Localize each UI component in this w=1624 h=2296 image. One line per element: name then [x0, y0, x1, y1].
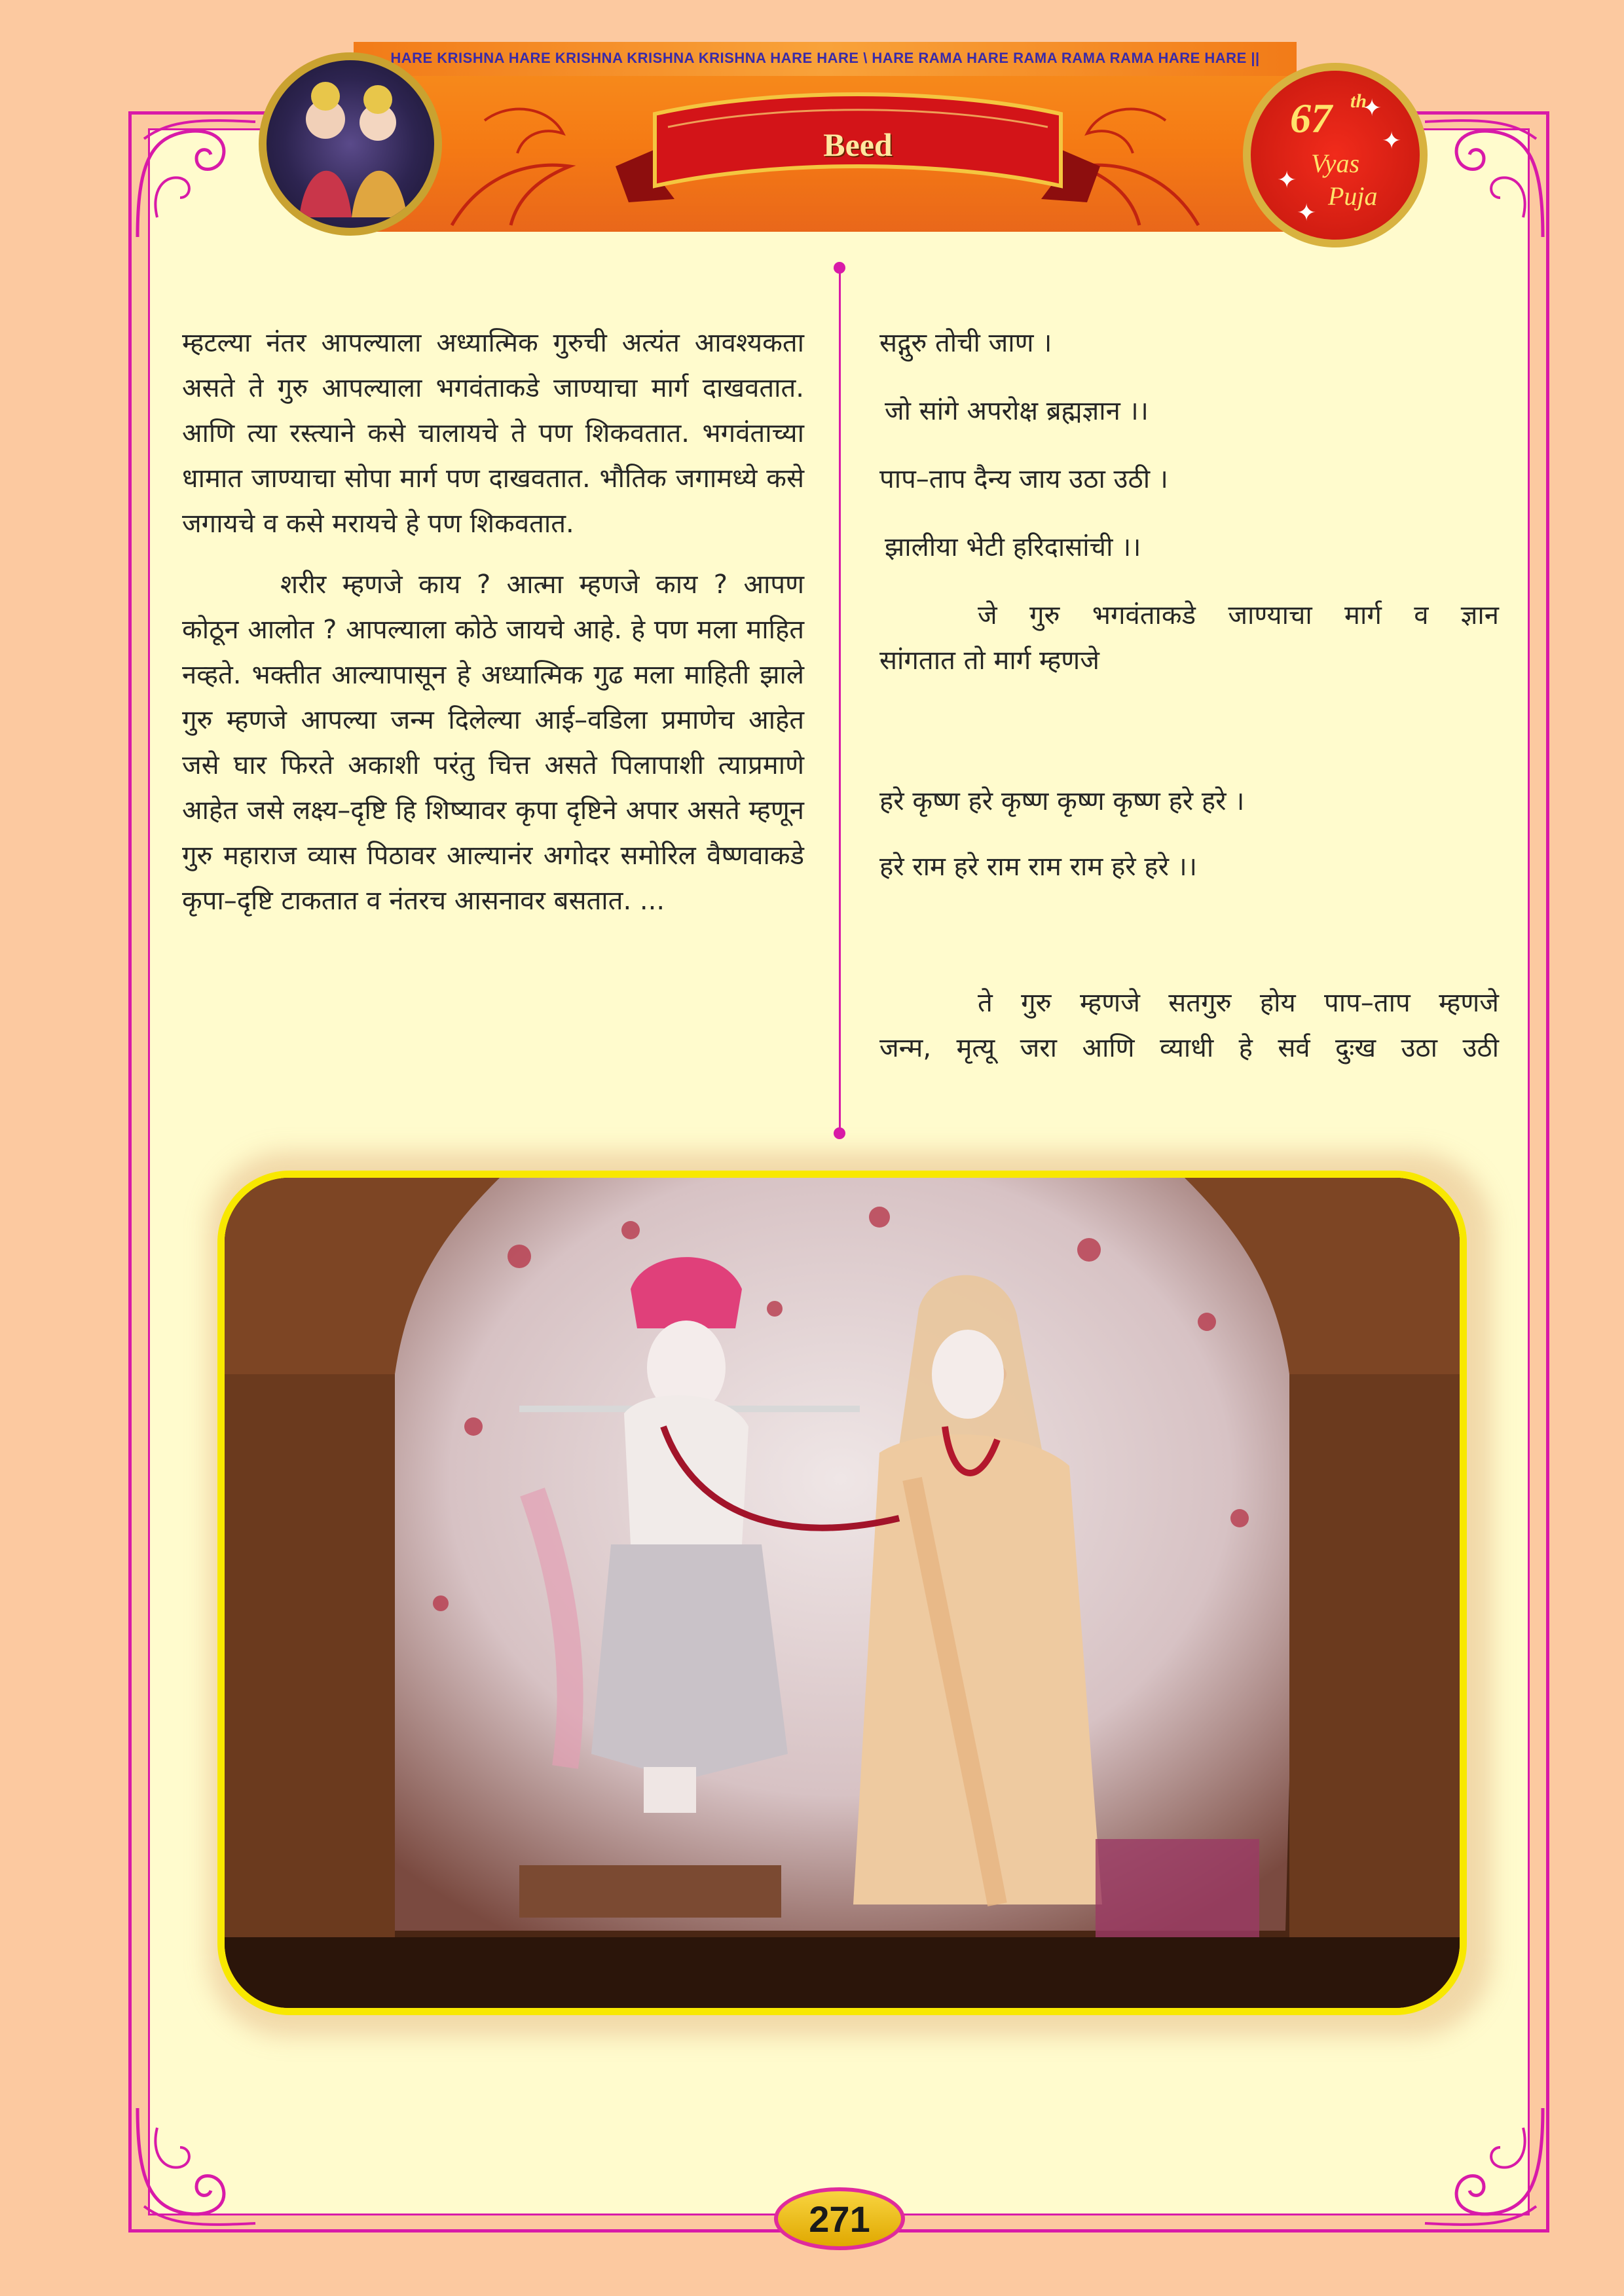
left-paragraph-2: शरीर म्हणजे काय ? आत्मा म्हणजे काय ? आपण कोठून आलोत ? आपल्याला कोठे जायचे आहे. हे पण मला माहित नव्हते. भक्तीत आल्यापासून हे अध्यात्मिक गुढ मला माहिती झाले गुरु म्हणजे आपल्या जन्म दिलेल्या आई–वडिला प्रमाणेच आहेत जसे घार फिरते अकाशी परंतु चित्त असते पिलापाशी त्याप्रमाणे आहेत जसे लक्ष्य–दृष्टि हि शिष्यावर कृपा दृष्टिने अपार असते म्हणून गुरु महाराज व्यास पिठावर आल्यानंर अगोदर समोरिल वैष्णवाकडे कृपा–दृष्टि टाकतात व नंतरच आसनावर बसतात. ... [182, 570, 804, 916]
badge-suffix: th [1350, 90, 1367, 112]
mantra-line-1: हरे कृष्ण हरे कृष्ण कृष्ण कृष्ण हरे हरे । [879, 786, 1245, 816]
title-ribbon [616, 88, 1100, 219]
right-para1-line2: सांगतात तो मार्ग म्हणजे [879, 646, 1099, 676]
left-paragraph-1: म्हटल्या नंतर आपल्याला अध्यात्मिक गुरुची अत्यंत आवश्यकता असते ते गुरु आपल्याला भगवंताकडे जाण्याचा मार्ग दाखवतात. आणि त्या रस्त्याने कसे चालायचे ते पण शिकवतात. भगवंताच्या धामात जाण्याचा सोपा मार्ग पण दाखवतात. भौतिक जगामध्ये कसे जगायचे व कसे मरायचे हे पण शिकवतात. [182, 328, 804, 539]
badge-line2: Puja [1328, 181, 1378, 211]
header-mantra: HARE KRISHNA HARE KRISHNA KRISHNA KRISHNA HARE HARE \ HARE RAMA HARE RAMA RAMA RAMA HARE HARE || [390, 50, 1260, 66]
right-para2-line1: ते गुरु म्हणजे सतगुरु होय पाप–ताप म्हणजे [978, 988, 1499, 1018]
star-icon: ✦ [1382, 128, 1402, 155]
badge-number: 67 [1290, 95, 1332, 141]
corner-flourish-icon [131, 2102, 262, 2232]
verse-line-4: झालीया भेटी हरिदासांची ।। [885, 532, 1141, 562]
star-icon: ✦ [1362, 95, 1382, 122]
page-number: 271 [809, 2198, 870, 2240]
left-column [182, 321, 804, 939]
corner-flourish-icon [1418, 113, 1549, 244]
divider-dot [834, 1127, 845, 1139]
star-icon: ✦ [1277, 167, 1297, 194]
right-para1-line1: जे गुरु भगवंताकडे जाण्याचा मार्ग व ज्ञान [978, 600, 1499, 630]
page-number-badge [774, 2187, 905, 2250]
deity-photo [217, 1171, 1467, 2015]
deity-medallion [259, 52, 442, 236]
verse-line-2: जो सांगे अपरोक्ष ब्रह्मज्ञान ।। [885, 396, 1149, 426]
verse-line-3: पाप–ताप दैन्य जाय उठा उठी । [879, 464, 1168, 494]
corner-flourish-icon [1418, 2102, 1549, 2232]
mantra-line-2: हरे राम हरे राम राम राम हरे हरे ।। [879, 852, 1197, 882]
star-icon: ✦ [1297, 200, 1317, 227]
verse-line-1: सद्गुरु तोची जाण । [879, 328, 1052, 358]
badge-line1: Vyas [1311, 149, 1360, 178]
right-para2-line2: जन्म, मृत्यू जरा आणि व्याधी हे सर्व दुःख उठा उठी [879, 1033, 1499, 1063]
vyas-puja-badge [1243, 63, 1428, 247]
corner-flourish-icon [131, 113, 262, 244]
column-divider [839, 268, 841, 1133]
divider-dot [834, 262, 845, 274]
header-banner [354, 42, 1297, 232]
page-title: Beed [823, 126, 893, 163]
